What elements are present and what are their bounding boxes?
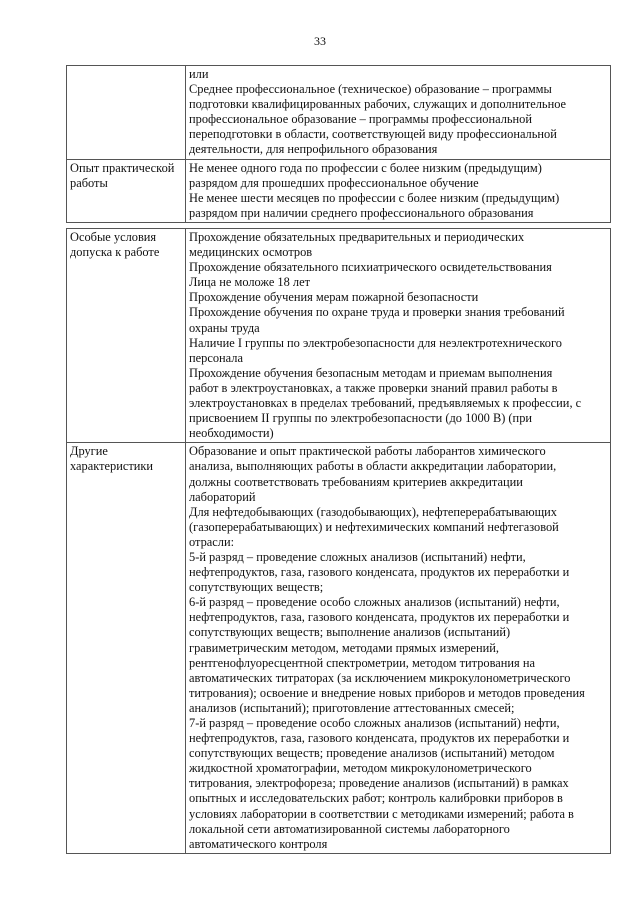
content-line: 5-й разряд – проведение сложных анализов (испытаний) нефти, bbox=[189, 549, 526, 564]
content-line: необходимости) bbox=[189, 426, 274, 441]
content-line: отрасли: bbox=[189, 534, 235, 549]
content-line: Для нефтедобывающих (газодобывающих), нефтеперерабатывающих bbox=[189, 504, 557, 519]
qualification-table-continued bbox=[66, 65, 611, 223]
content-line: нефтепродуктов, газа, газового конденсата, продуктов их переработки и bbox=[189, 565, 570, 580]
content-line: или bbox=[189, 67, 209, 81]
page-number: 33 bbox=[314, 34, 326, 48]
content-line: профессиональное образование – программы профессиональной bbox=[189, 112, 532, 127]
content-line: анализа, выполняющих работы в области аккредитации лаборатории, bbox=[189, 459, 557, 474]
content-line: опытных и исследовательских работ; контроль калибровки приборов в bbox=[189, 791, 563, 806]
content-line: лабораторий bbox=[189, 489, 256, 504]
table-row bbox=[67, 443, 611, 854]
row-content-cell bbox=[186, 229, 611, 443]
content-line: сопутствующих веществ; проведение анализов (испытаний) методом bbox=[189, 746, 555, 761]
content-line: рентгенофлуоресцентной спектрометрии, методом титрования на bbox=[189, 655, 535, 670]
row-label-cell bbox=[67, 159, 186, 222]
content-line: анализов (испытаний); приготовление аттестованных смесей; bbox=[189, 700, 515, 715]
content-line: присвоением II группы по электробезопасности (до 1000 В) (при bbox=[189, 411, 533, 426]
content-line: условиях лаборатории в соответствии с методиками измерений; работа в bbox=[189, 806, 574, 821]
row-label-line: работы bbox=[70, 175, 108, 190]
content-line: сопутствующих веществ; выполнение анализов (испытаний) bbox=[189, 625, 511, 640]
content-line: охраны труда bbox=[189, 320, 260, 335]
content-line: Прохождение обучения по охране труда и проверки знания требований bbox=[189, 305, 565, 320]
content-line: нефтепродуктов, газа, газового конденсата, продуктов их переработки и bbox=[189, 731, 570, 746]
row-content-cell bbox=[186, 443, 611, 854]
content-line: Прохождение обязательных предварительных и периодических bbox=[189, 230, 525, 244]
content-line: нефтепродуктов, газа, газового конденсата, продуктов их переработки и bbox=[189, 610, 570, 625]
content-line: Прохождение обязательного психиатрического освидетельствования bbox=[189, 260, 552, 275]
row-label-cell bbox=[67, 229, 186, 443]
content-line: подготовки квалифицированных рабочих, служащих и дополнительное bbox=[189, 97, 567, 112]
row-label-line: Опыт практической bbox=[70, 160, 175, 175]
content-line: жидкостной хроматографии, методом микрокулонометрического bbox=[189, 761, 532, 776]
content-line: деятельности, для непрофильного образования bbox=[189, 142, 438, 157]
row-content-cell bbox=[186, 159, 611, 222]
row-content-cell bbox=[186, 66, 611, 160]
content-line: Образование и опыт практической работы лаборантов химического bbox=[189, 444, 546, 459]
content-line: разрядом при наличии среднего профессионального образования bbox=[189, 205, 534, 220]
content-line: 6-й разряд – проведение особо сложных анализов (испытаний) нефти, bbox=[189, 595, 560, 610]
content-line: сопутствующих веществ; bbox=[189, 580, 324, 595]
content-line: переподготовки в области, соответствующей виду профессиональной bbox=[189, 127, 557, 142]
table-row bbox=[67, 66, 611, 160]
row-label-cell bbox=[67, 443, 186, 854]
table-body bbox=[67, 229, 611, 854]
content-line: гравиметрическим методом, методами прямых измерений, bbox=[189, 640, 500, 655]
row-label-line: Другие bbox=[70, 444, 108, 459]
table-row bbox=[67, 229, 611, 443]
content-line: разрядом для прошедших профессиональное обучение bbox=[189, 175, 479, 190]
row-label-line: допуска к работе bbox=[70, 245, 160, 260]
table-body bbox=[67, 66, 611, 223]
content-line: электроустановках в пределах требований, предъявляемых к профессии, с bbox=[189, 396, 582, 411]
content-line: Среднее профессиональное (техническое) образование – программы bbox=[189, 82, 552, 97]
content-line: Не менее одного года по профессии с более низким (предыдущим) bbox=[189, 160, 542, 175]
content-line: автоматических титраторах (за исключением микрокулонометрического bbox=[189, 670, 571, 685]
row-label-line: характеристики bbox=[70, 459, 154, 474]
row-label-line: Особые условия bbox=[70, 230, 157, 244]
content-line: 7-й разряд – проведение особо сложных анализов (испытаний) нефти, bbox=[189, 716, 560, 730]
content-line: Лица не моложе 18 лет bbox=[189, 275, 311, 290]
content-line: титрования, электрофореза; проведение анализов (испытаний) в рамках bbox=[189, 776, 569, 791]
content-line: Прохождение обучения безопасным методам и приемам выполнения bbox=[189, 365, 553, 380]
content-line: локальной сети автоматизированной системы лабораторного bbox=[189, 821, 510, 836]
content-line: автоматического контроля bbox=[189, 836, 328, 851]
content-line: должны соответствовать требованиям критериев аккредитации bbox=[189, 474, 523, 489]
row-label-cell bbox=[67, 66, 186, 160]
content-line: Прохождение обучения мерам пожарной безопасности bbox=[189, 290, 479, 305]
conditions-table bbox=[66, 228, 611, 854]
content-line: титрования); освоение и внедрение новых приборов и методов проведения bbox=[189, 685, 585, 700]
content-line: медицинских осмотров bbox=[189, 245, 313, 260]
content-line: персонала bbox=[189, 350, 243, 365]
content-line: работ в электроустановках, а также проверки знаний правил работы в bbox=[189, 380, 558, 395]
content-line: (газоперерабатывающих) и нефтехимических компаний нефтегазовой bbox=[189, 519, 559, 534]
content-line: Наличие I группы по электробезопасности для неэлектротехнического bbox=[189, 335, 562, 350]
table-row bbox=[67, 159, 611, 222]
content-line: Не менее шести месяцев по профессии с более низким (предыдущим) bbox=[189, 190, 560, 205]
